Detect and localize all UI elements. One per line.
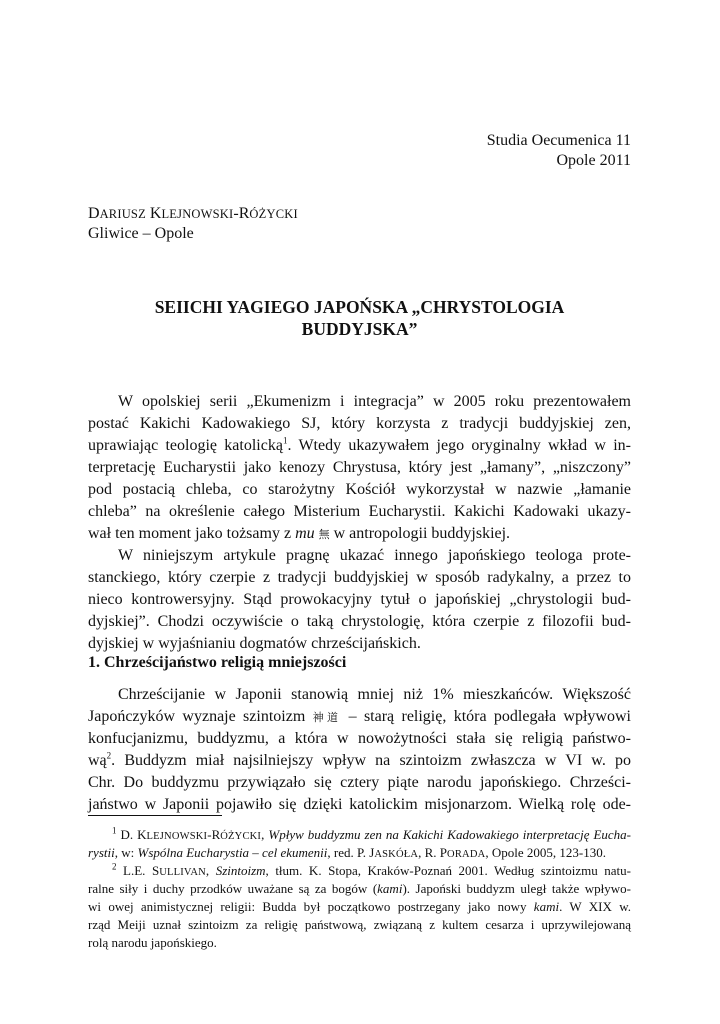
paragraph-line: pod postacią chleba, co starożytny Kościół wykorzystał w nazwie „łamanie [88, 481, 631, 498]
section-heading: 1. Chrześcijaństwo religią mniejszości [88, 654, 347, 671]
paragraph-line: W opolskiej serii „Ekumenizm i integracja” w 2005 roku prezentowałem [118, 393, 631, 410]
footnote-2-line: wi owej animistycznej religii: Budda był początkowo postrzegany jako nowy kami. W XIX w. [88, 899, 631, 914]
paragraph-line: Japończyków wyznaje szintoizm 神道 – starą religię, która podlegała wpływowi [88, 708, 631, 725]
title-line-1: SEIICHI YAGIEGO JAPOŃSKA „CHRYSTOLOGIA [154, 297, 565, 317]
shinto-kanji: 神道 [312, 711, 342, 724]
journal-place-year: Opole 2011 [556, 152, 631, 169]
paragraph-line: jaństwo w Japonii pojawiło się dzięki katolickim misjonarzom. Wielką rolę ode- [88, 796, 631, 813]
journal-header [440, 131, 631, 171]
paragraph-line: dyjskiej w wyjaśnianiu dogmatów chrześcijańskich. [88, 635, 421, 652]
paragraph-line: Chrześcijanie w Japonii stanowią mniej niż 1% mieszkańców. Większość [118, 686, 631, 703]
author-name: DARIUSZ KLEJNOWSKI-RÓŻYCKI [88, 205, 298, 222]
footnote-2-line: rząd Meiji uznał szintoizm za religię państwową, związaną z kultem cesarza i uprzywilejowaną [88, 917, 631, 932]
paragraph-line: Chr. Do buddyzmu przywiązało się cztery piąte narodu japońskiego. Chrześci- [88, 774, 631, 791]
author-block [88, 204, 298, 244]
footnote-divider [88, 815, 222, 816]
journal-title: Studia Oecumenica 11 [486, 132, 631, 149]
paragraph-line: konfucjanizmu, buddyzmu, a która w nowożytności stała się religią państwo- [88, 730, 631, 747]
footnote-ref-1[interactable]: 1 [282, 435, 288, 446]
paragraph-line: wał ten moment jako tożsamy z mu 無 w antropologii buddyjskiej. [88, 525, 511, 542]
paragraph-line: W niniejszym artykule pragnę ukazać innego japońskiego teologa prote- [118, 547, 631, 564]
title-line-2: BUDDYJSKA” [301, 319, 418, 339]
footnote-2-line: ralne siły i duchy przodków uważane są za bogów (kami). Japoński buddyzm uległ także wpływo- [88, 881, 632, 896]
footnote-ref-2[interactable]: 2 [106, 750, 112, 761]
article-title [88, 296, 631, 340]
paragraph-line: terpretację Eucharystii jako kenozy Chrystusa, który jest „łamany”, „niszczony” [88, 459, 631, 476]
paragraph-line: uprawiając teologię katolicką$^1$. Wtedy ukazywałem jego oryginalny wkład w in- [88, 435, 632, 454]
paragraph-line: $wą^2$. Buddyzm miał najsilniejszy wpływ na szintoizm zwłaszcza w VI w. po [88, 750, 631, 769]
paragraph-line: stanckiego, który czerpie z tradycji buddyjskiej w sposób radykalny, a przez to [88, 569, 631, 586]
paragraph-line: postać Kakichi Kadowakiego SJ, który korzysta z tradycji buddyjskiej zen, [88, 415, 631, 432]
mu-kanji: 無 [318, 528, 330, 541]
paragraph-line: nieco kontrowersyjny. Stąd prowokacyjny tytuł o japońskiej „chrystologii bud- [88, 591, 631, 608]
footnote-2-line: rolą narodu japońskiego. [88, 935, 217, 950]
paragraph-line: dyjskiej”. Chodzi oczywiście o taką chrystologię, która czerpie z filozofii bud- [88, 613, 631, 630]
footnote-1-line: rystii, w: Wspólna Eucharystia – cel ekumenii, red. P. JASKÓŁA, R. PORADA, Opole 2005, 123-130. [88, 845, 606, 860]
footnote-1-line: $^1$ D. KLEJNOWSKI-RÓŻYCKI, Wpływ buddyzmu zen na Kakichi Kadowakiego interpretację Eucha- [112, 825, 632, 842]
paragraph-line: chleba” na określenie całego Misterium Eucharystii. Kakichi Kadowaki ukazy- [88, 503, 631, 520]
footnote-2-line: $^2$ L.E. SULLIVAN, Szintoizm, tłum. K. Stopa, Kraków-Poznań 2001. Według szintoizmu natu- [112, 861, 631, 878]
author-affiliation: Gliwice – Opole [88, 225, 194, 242]
